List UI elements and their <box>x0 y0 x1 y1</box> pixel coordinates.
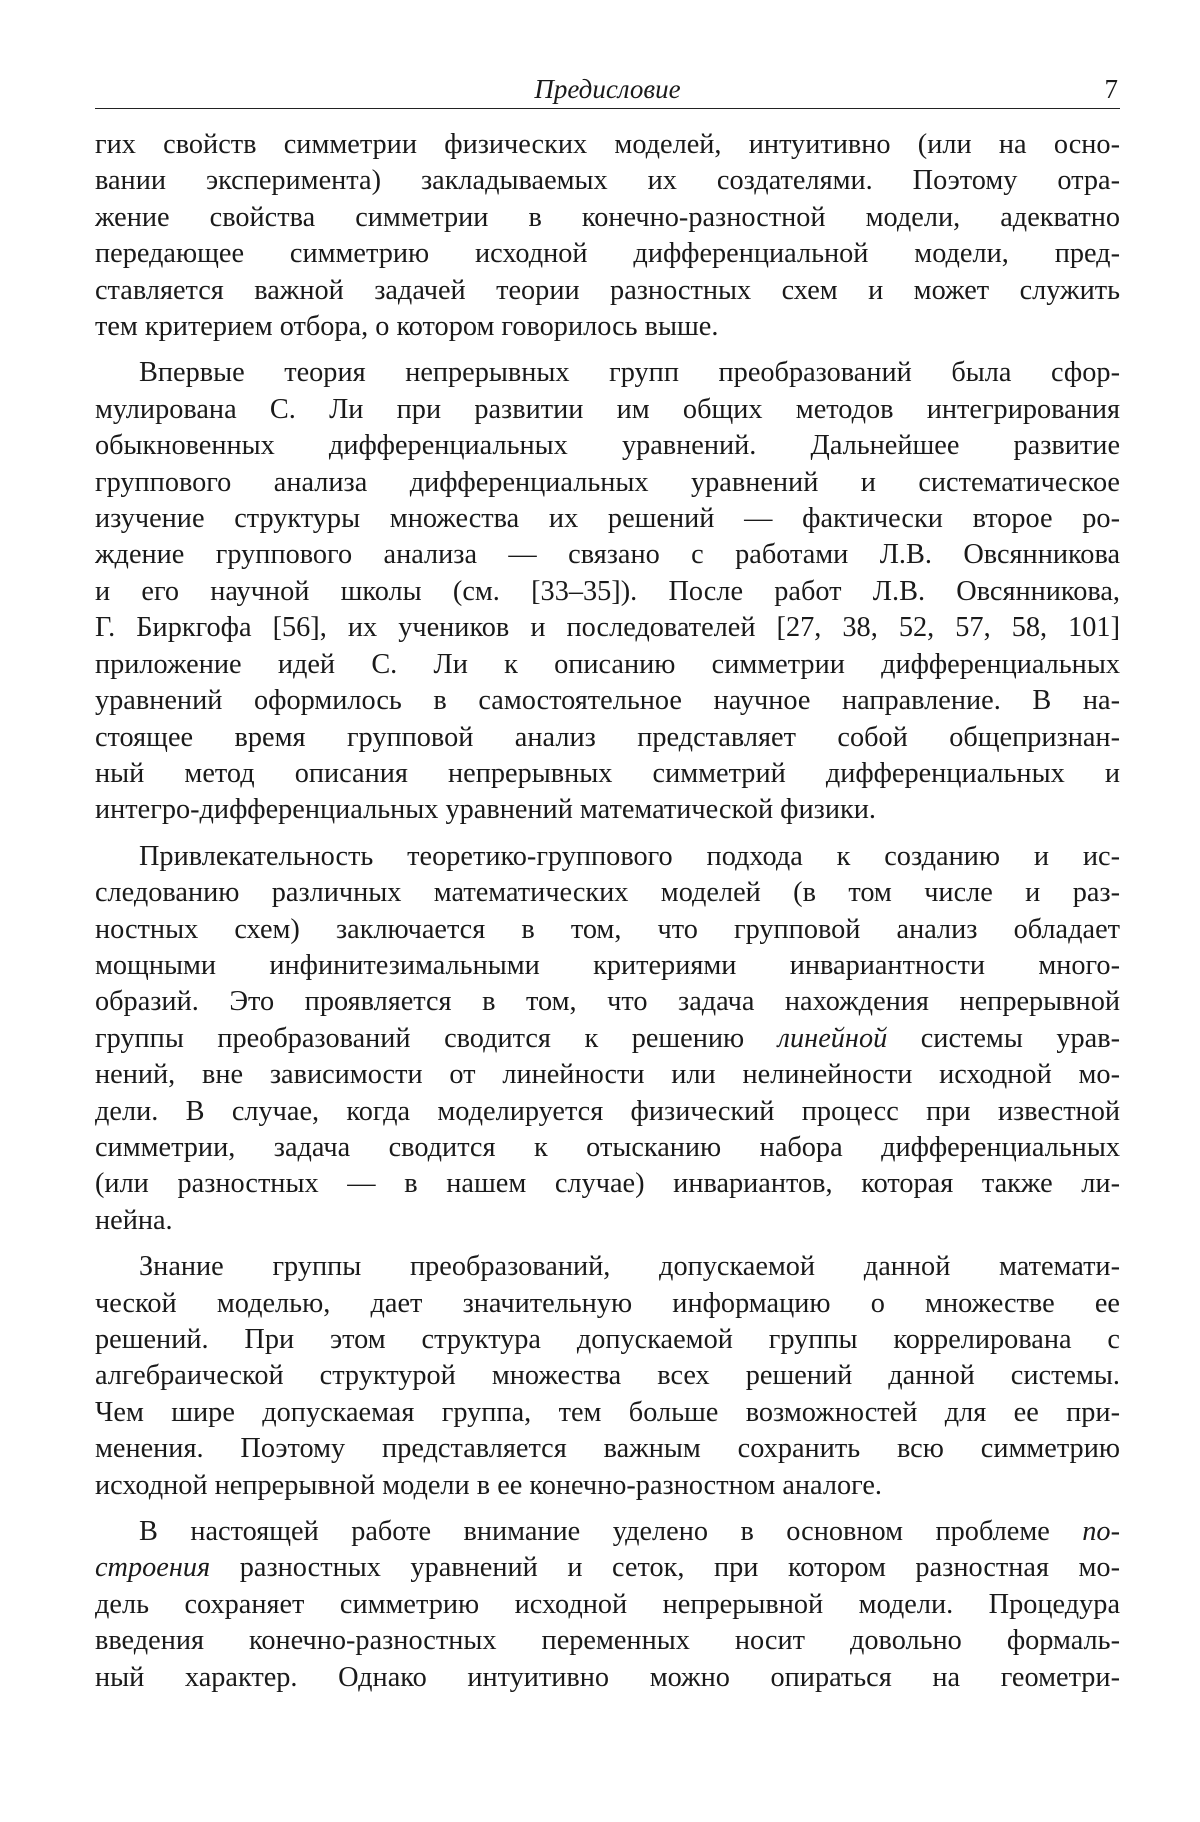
text-line: образий. Это проявляется в том, что задача нахождения непрерывной <box>95 986 1120 1018</box>
paragraph <box>95 1249 1120 1504</box>
text-line: жение свойства симметрии в конечно-разностной модели, адекватно <box>95 201 1120 233</box>
text-line: исходной непрерывной модели в ее конечно-разностном аналоге. <box>95 1469 882 1501</box>
text-line: приложение идей С. Ли к описанию симметрии дифференциальных <box>95 648 1120 680</box>
text-line: уравнений оформилось в самостоятельное научное направление. В на- <box>95 685 1120 717</box>
running-head <box>95 72 1120 109</box>
text-line: ставляется важной задачей теории разностных схем и может служить <box>95 274 1120 306</box>
text-line: вании эксперимента) закладываемых их создателями. Поэтому отра- <box>95 165 1120 197</box>
text-line: Привлекательность теоретико-группового подхода к созданию и ис- <box>139 840 1120 872</box>
text-line: алгебраической структурой множества всех решений данной системы. <box>95 1360 1120 1392</box>
running-title: Предисловие <box>534 74 681 104</box>
paragraph <box>95 355 1120 828</box>
text-line: группы преобразований сводится к решению линейной системы урав- <box>95 1022 1120 1054</box>
text-line: мулирована С. Ли при развитии им общих методов интегрирования <box>95 393 1120 425</box>
paragraph <box>95 1514 1120 1696</box>
text-line: мощными инфинитезимальными критериями инвариантности много- <box>95 949 1120 981</box>
text-line: решений. При этом структура допускаемой группы коррелирована с <box>95 1324 1120 1355</box>
text-line: ждение группового анализа — связано с работами Л.В. Овсянникова <box>95 539 1120 571</box>
text-line: ный метод описания непрерывных симметрий дифференциальных и <box>95 757 1120 789</box>
paragraph <box>95 127 1120 345</box>
text-line: гих свойств симметрии физических моделей, интуитивно (или на осно- <box>95 129 1120 160</box>
text-line: и его научной школы (см. [33–35]). После работ Л.В. Овсянникова, <box>95 575 1120 607</box>
text-line: строения разностных уравнений и сеток, при котором разностная мо- <box>95 1552 1120 1584</box>
text-line: Знание группы преобразований, допускаемой данной математи- <box>139 1251 1120 1283</box>
text-line: передающее симметрию исходной дифференциальной модели, пред- <box>95 238 1120 270</box>
paragraph <box>95 839 1120 1239</box>
text-line: менения. Поэтому представляется важным сохранить всю симметрию <box>95 1433 1120 1465</box>
book-page <box>95 72 1120 1696</box>
text-line: группового анализа дифференциальных уравнений и систематическое <box>95 466 1120 498</box>
text-line: Чем шире допускаемая группа, тем больше возможностей для ее при- <box>95 1396 1120 1428</box>
text-line: нений, вне зависимости от линейности или нелинейности исходной мо- <box>95 1059 1120 1091</box>
text-line: ный характер. Однако интуитивно можно опираться на геометри- <box>95 1661 1120 1693</box>
text-line: следованию различных математических моделей (в том числе и раз- <box>95 877 1120 909</box>
text-line: Г. Биркгофа [56], их учеников и последователей [27, 38, 52, 57, 58, 101] <box>95 612 1120 644</box>
text-line: ностных схем) заключается в том, что групповой анализ обладает <box>95 913 1120 945</box>
page-number: 7 <box>1104 74 1118 104</box>
text-line: Впервые теория непрерывных групп преобразований была сфор- <box>139 357 1120 389</box>
text-line: изучение структуры множества их решений — фактически второе ро- <box>95 503 1120 535</box>
text-line: ческой моделью, дает значительную информацию о множестве ее <box>95 1287 1120 1319</box>
text-line: дель сохраняет симметрию исходной непрерывной модели. Процедура <box>95 1588 1120 1620</box>
text-line: симметрии, задача сводится к отысканию набора дифференциальных <box>95 1131 1120 1163</box>
page-body <box>95 127 1120 1696</box>
text-line: тем критерием отбора, о котором говорилось выше. <box>95 311 719 343</box>
text-line: нейна. <box>95 1204 173 1236</box>
text-line: обыкновенных дифференциальных уравнений. Дальнейшее развитие <box>95 430 1120 462</box>
text-line: В настоящей работе внимание уделено в основном проблеме по- <box>139 1516 1120 1548</box>
text-line: стоящее время групповой анализ представляет собой общепризнан- <box>95 721 1120 753</box>
text-line: интегро-дифференциальных уравнений математической физики. <box>95 794 876 826</box>
text-line: введения конечно-разностных переменных носит довольно формаль- <box>95 1625 1120 1657</box>
text-line: (или разностных — в нашем случае) инвариантов, которая также ли- <box>95 1168 1120 1200</box>
text-line: дели. В случае, когда моделируется физический процесс при известной <box>95 1095 1120 1127</box>
